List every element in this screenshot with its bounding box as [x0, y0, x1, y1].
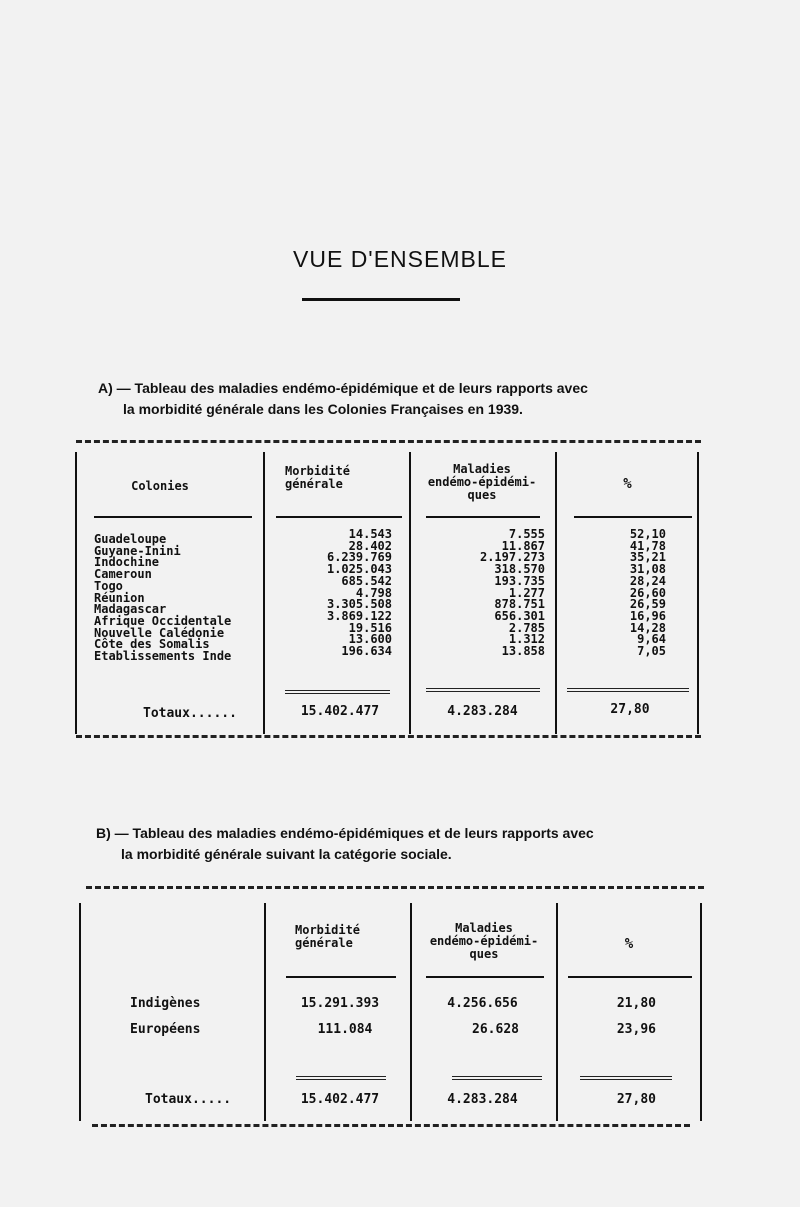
- table-b-sum-rule-3: [580, 1076, 672, 1080]
- table-a-morbidite-cell: 13.600: [348, 632, 392, 647]
- table-b-header-morbidite: Morbidité générale: [295, 923, 361, 950]
- table-a-morbidite-cell: 3.869.122: [326, 608, 392, 623]
- table-a-colonie-cell: Madagascar: [94, 602, 167, 617]
- table-a-colonie-cell: Guadeloupe: [94, 532, 167, 546]
- table-a-header-rule-1: [94, 516, 252, 518]
- table-b-totals-maladies: 4.283.284: [447, 1092, 518, 1107]
- table-a-colonie-cell: Réunion: [94, 590, 145, 605]
- table-b-totals-pct: 27,80: [616, 1092, 656, 1107]
- section-b-heading: [96, 823, 700, 865]
- table-a-morbidite-cell: 14.543: [348, 527, 392, 541]
- table-a-maladies-cell: 11.867: [501, 538, 545, 553]
- table-a-colonie-cell: Etablissements Inde: [94, 649, 232, 664]
- table-a-left-border: [75, 452, 77, 734]
- table-a-maladies-cell: 1.277: [508, 585, 545, 600]
- table-a-divider-2: [409, 452, 411, 734]
- table-b-header-rule-2: [426, 976, 544, 978]
- section-a-heading-line1: A) — Tableau des maladies endémo-épidémique et de leurs rapports avec: [98, 380, 588, 396]
- table-a-colonie-cell: Nouvelle Calédonie: [94, 625, 225, 640]
- table-a-morbidite-cell: 685.542: [341, 573, 392, 588]
- table-a-colonie-cell: Afrique Occidentale: [94, 613, 232, 628]
- table-b-divider-2: [410, 903, 412, 1121]
- section-b-heading-line2: la morbidité générale suivant la catégorie sociale.: [121, 846, 452, 862]
- table-a-maladies-cell: 878.751: [494, 597, 545, 612]
- table-b-totals-label: Totaux.....: [145, 1092, 232, 1107]
- table-b-header-rule-3: [568, 976, 692, 978]
- table-a-morbidite-cell: 19.516: [348, 620, 392, 635]
- table-a-maladies-cell: 13.858: [501, 644, 545, 659]
- table-a-maladies-cell: 193.735: [494, 573, 545, 588]
- table-a-maladies-cell: 7.555: [508, 527, 545, 541]
- table-a-divider-1: [263, 452, 265, 734]
- table-b-row-1-label: Indigènes: [130, 996, 201, 1011]
- table-a-maladies-cell: 2.197.273: [479, 550, 545, 565]
- table-b-sum-rule-1: [296, 1076, 386, 1080]
- table-a-maladies-cell: 656.301: [494, 608, 545, 623]
- table-a-morbidite-cell: 4.798: [355, 585, 392, 600]
- table-a-colonie-cell: Cameroun: [94, 567, 152, 582]
- table-a-maladies-column: [420, 529, 545, 658]
- table-a-maladies-cell: 1.312: [508, 632, 545, 647]
- table-a-colonie-cell: Côte des Somalis: [94, 637, 210, 652]
- table-a-pct-cell: 31,08: [629, 562, 666, 577]
- table-b-row-2-maladies: 26.628: [472, 1022, 519, 1037]
- table-a-header-rule-2: [276, 516, 402, 518]
- table-b-top-border: [86, 886, 704, 889]
- table-b-header-rule-1: [286, 976, 396, 978]
- table-a-totals-maladies: 4.283.284: [447, 704, 518, 719]
- table-a-morbidite-cell: 3.305.508: [326, 597, 392, 612]
- section-b-heading-line1: B) — Tableau des maladies endémo-épidémiques et de leurs rapports avec: [96, 825, 594, 841]
- table-a-morbidite-cell: 1.025.043: [326, 562, 392, 577]
- table-a-pct-cell: 7,05: [637, 644, 666, 659]
- table-b-header-pct: %: [624, 936, 634, 952]
- table-b-divider-1: [264, 903, 266, 1121]
- table-a-header-pct: %: [623, 476, 632, 492]
- table-a-header-colonies: Colonies: [131, 479, 189, 493]
- table-a-header-rule-3: [426, 516, 540, 518]
- title-rule: [302, 298, 460, 301]
- table-b-totals-morbidite: 15.402.477: [300, 1092, 380, 1107]
- table-a-morbidite-cell: 28.402: [348, 538, 392, 553]
- table-b-row-2-pct: 23,96: [616, 1022, 656, 1037]
- table-a-maladies-cell: 2.785: [508, 620, 545, 635]
- table-b-sum-rule-2: [452, 1076, 542, 1080]
- section-a-heading-line2: la morbidité générale dans les Colonies Françaises en 1939.: [123, 401, 523, 417]
- table-a-header-morbidite: Morbidité générale: [285, 464, 351, 491]
- table-a-totals-morbidite: 15.402.477: [300, 704, 380, 719]
- table-a-maladies-cell: 318.570: [494, 562, 545, 577]
- table-a-sum-rule-1: [285, 690, 390, 694]
- table-a-sum-rule-2: [426, 688, 540, 692]
- table-a-right-border: [697, 452, 699, 734]
- table-a-morbidite-column: [290, 529, 392, 658]
- page-title: VUE D'ENSEMBLE: [293, 246, 507, 272]
- table-a-header-rule-4: [574, 516, 692, 518]
- table-a-pct-cell: 41,78: [629, 538, 666, 553]
- table-a-totals-pct: 27,80: [610, 702, 650, 717]
- table-b-divider-3: [556, 903, 558, 1121]
- table-b-left-border: [79, 903, 81, 1121]
- table-a-header-maladies: Maladies endémo-épidémi- ques: [427, 462, 537, 502]
- table-b-right-border: [700, 903, 702, 1121]
- table-a-top-border: [76, 440, 701, 443]
- table-b-bottom-border: [92, 1124, 690, 1127]
- table-a-colonie-cell: Togo: [94, 578, 123, 593]
- table-a-pct-cell: 52,10: [629, 527, 666, 541]
- table-b-row-1-morbidite: 15.291.393: [300, 996, 380, 1011]
- table-a-sum-rule-3: [567, 688, 689, 692]
- table-a-pct-cell: 14,28: [629, 620, 666, 635]
- table-a-pct-cell: 26,59: [629, 597, 666, 612]
- table-b-row-2-label: Européens: [130, 1022, 201, 1037]
- table-a-colonie-cell: Indochine: [94, 555, 160, 570]
- table-a-totals-label: Totaux......: [143, 706, 237, 721]
- table-a-pct-column: [580, 529, 666, 658]
- table-b-row-1-pct: 21,80: [616, 996, 656, 1011]
- table-a-bottom-border: [76, 735, 701, 738]
- table-a-colonie-cell: Guyane-Inini: [94, 543, 181, 558]
- table-a-morbidite-cell: 196.634: [341, 644, 392, 659]
- table-a-colonies-column: [94, 534, 259, 663]
- table-a-pct-cell: 16,96: [629, 608, 666, 623]
- table-a-pct-cell: 26,60: [629, 585, 666, 600]
- table-a-pct-cell: 28,24: [629, 573, 666, 588]
- table-b-row-2-morbidite: 111.084: [317, 1022, 373, 1037]
- table-a-morbidite-cell: 6.239.769: [326, 550, 392, 565]
- table-a-pct-cell: 9,64: [637, 632, 666, 647]
- table-a-pct-cell: 35,21: [629, 550, 666, 565]
- table-b-header-maladies: Maladies endémo-épidémi- ques: [429, 921, 539, 961]
- table-b-row-1-maladies: 4.256.656: [447, 996, 518, 1011]
- table-a-divider-3: [555, 452, 557, 734]
- section-a-heading: [98, 378, 698, 420]
